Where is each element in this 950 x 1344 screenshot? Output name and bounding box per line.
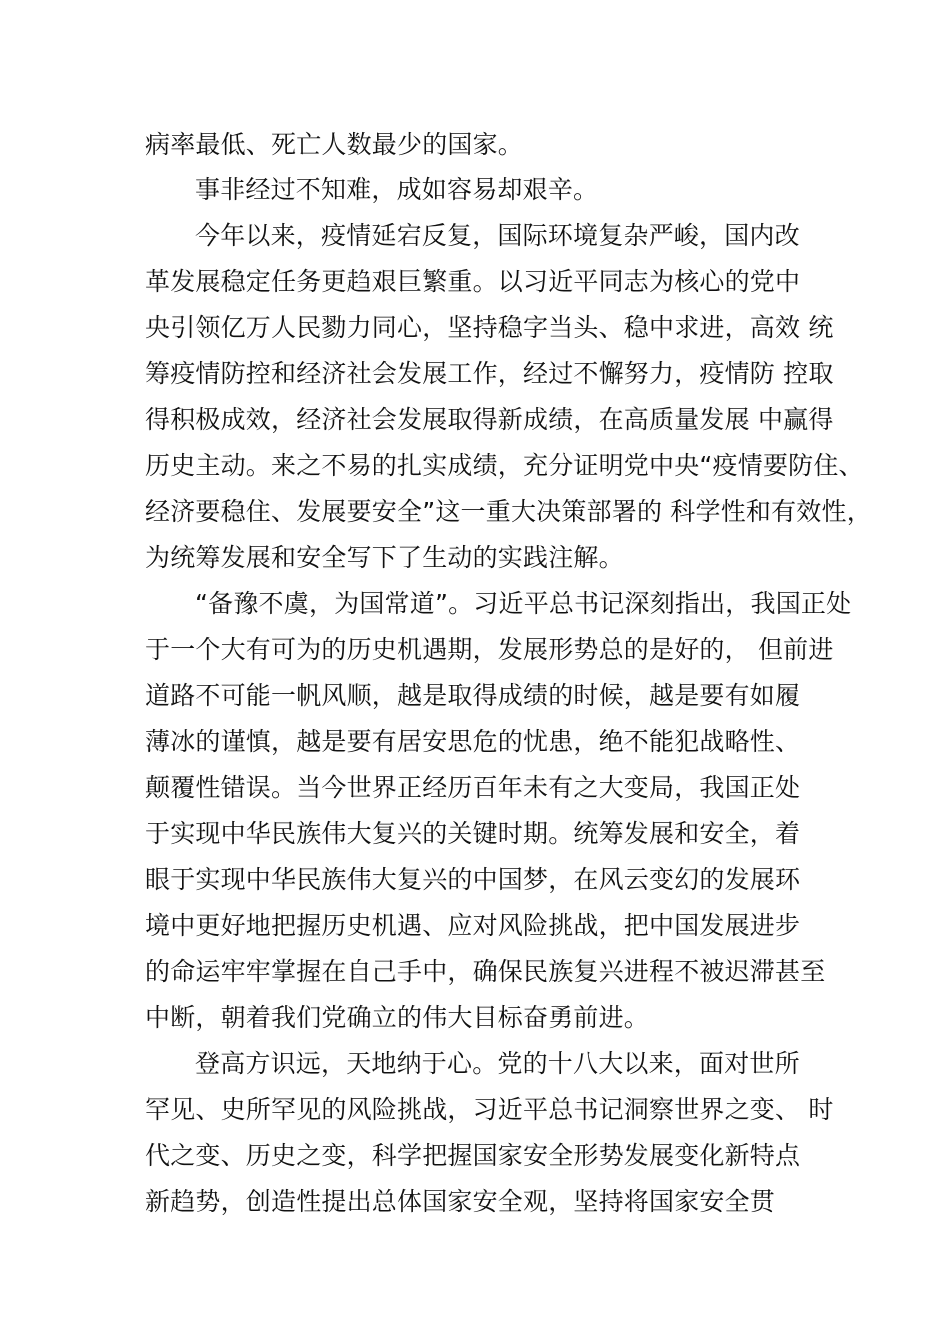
- paragraph-first-line: 今年以来，疫情延宕反复，国际环境复杂严峻，国内改: [195, 221, 800, 250]
- text-line: 经济要稳住、发展要安全”这一重大决策部署的 科学性和有效性，: [145, 497, 872, 526]
- text-line: 代之变、历史之变，科学把握国家安全形势发展变化新特点: [145, 1141, 801, 1170]
- text-line: 眼于实现中华民族伟大复兴的中国梦，在风云变幻的发展环: [145, 865, 801, 894]
- paragraph-first-line: 登高方识远，天地纳于心。党的十八大以来，面对世所: [195, 1049, 800, 1078]
- text-line: 筹疫情防控和经济社会发展工作，经过不懈努力，疫情防 控取: [145, 359, 834, 388]
- text-line: 革发展稳定任务更趋艰巨繁重。以习近平同志为核心的党中: [145, 267, 801, 296]
- text-line: 为统筹发展和安全写下了生动的实践注解。: [145, 543, 624, 572]
- text-line: 道路不可能一帆风顺，越是取得成绩的时候，越是要有如履: [145, 681, 801, 710]
- text-line: 境中更好地把握历史机遇、应对风险挑战，把中国发展进步: [145, 911, 801, 940]
- text-line: 病率最低、死亡人数最少的国家。: [145, 130, 524, 159]
- paragraph-first-line: “备豫不虞，为国常道”。习近平总书记深刻指出，我国正处: [195, 589, 852, 618]
- text-line: 薄冰的谨慎，越是要有居安思危的忧患，绝不能犯战略性、: [145, 727, 801, 756]
- text-line: 的命运牢牢掌握在自己手中，确保民族复兴进程不被迟滞甚至: [145, 957, 826, 986]
- text-line: 罕见、史所罕见的风险挑战，习近平总书记洞察世界之变、 时: [145, 1095, 834, 1124]
- paragraph-first-line: 事非经过不知难，成如容易却艰辛。: [195, 175, 599, 204]
- text-line: 于一个大有可为的历史机遇期，发展形势总的是好的， 但前进: [145, 635, 834, 664]
- text-line: 新趋势，创造性提出总体国家安全观，坚持将国家安全贯: [145, 1187, 776, 1216]
- text-line: 得积极成效，经济社会发展取得新成绩，在高质量发展 中赢得: [145, 405, 834, 434]
- text-line: 央引领亿万人民勠力同心，坚持稳字当头、稳中求进，高效 统: [145, 313, 834, 342]
- text-line: 历史主动。来之不易的扎实成绩，充分证明党中央“疫情要防住、: [145, 451, 864, 480]
- text-line: 于实现中华民族伟大复兴的关键时期。统筹发展和安全，着: [145, 819, 801, 848]
- text-line: 中断，朝着我们党确立的伟大目标奋勇前进。: [145, 1003, 650, 1032]
- text-line: 颠覆性错误。当今世界正经历百年未有之大变局，我国正处: [145, 773, 801, 802]
